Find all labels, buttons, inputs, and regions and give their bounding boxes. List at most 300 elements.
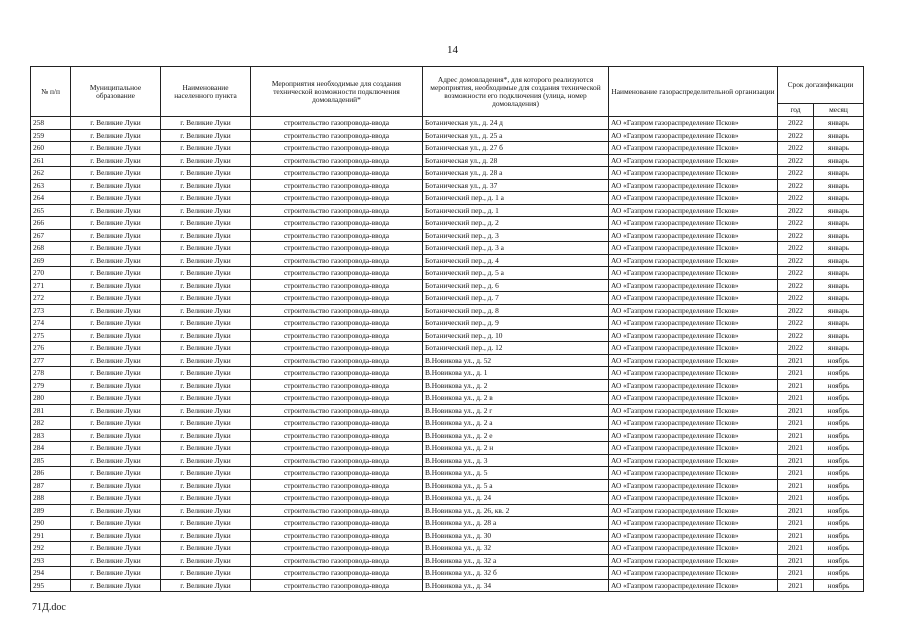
- activity-cell: строительство газопровода-ввода: [251, 479, 423, 492]
- municipality-cell: г. Великие Луки: [71, 229, 161, 242]
- col-header-year: год: [778, 104, 814, 117]
- municipality-cell: г. Великие Луки: [71, 192, 161, 205]
- table-row: [31, 142, 864, 155]
- activity-cell: строительство газопровода-ввода: [251, 304, 423, 317]
- year-cell: 2021: [778, 567, 814, 580]
- year-cell: 2022: [778, 129, 814, 142]
- municipality-cell: г. Великие Луки: [71, 279, 161, 292]
- table-row: [31, 554, 864, 567]
- table-row: [31, 329, 864, 342]
- year-cell: 2021: [778, 517, 814, 530]
- organization-cell: АО «Газпром газораспределение Псков»: [609, 117, 778, 130]
- table-row: [31, 129, 864, 142]
- activity-cell: строительство газопровода-ввода: [251, 292, 423, 305]
- row-number: 272: [31, 292, 71, 305]
- year-cell: 2021: [778, 529, 814, 542]
- row-number: 275: [31, 329, 71, 342]
- activity-cell: строительство газопровода-ввода: [251, 492, 423, 505]
- month-cell: ноябрь: [814, 479, 864, 492]
- activity-cell: строительство газопровода-ввода: [251, 267, 423, 280]
- month-cell: ноябрь: [814, 429, 864, 442]
- settlement-cell: г. Великие Луки: [161, 204, 251, 217]
- address-cell: В.Новикова ул., д. 3: [423, 454, 609, 467]
- row-number: 293: [31, 554, 71, 567]
- col-header-num: № п/п: [31, 67, 71, 117]
- address-cell: Ботанический пер., д. 3: [423, 229, 609, 242]
- settlement-cell: г. Великие Луки: [161, 329, 251, 342]
- municipality-cell: г. Великие Луки: [71, 317, 161, 330]
- year-cell: 2022: [778, 167, 814, 180]
- row-number: 259: [31, 129, 71, 142]
- year-cell: 2022: [778, 192, 814, 205]
- table-row: [31, 392, 864, 405]
- year-cell: 2021: [778, 579, 814, 592]
- table-row: [31, 279, 864, 292]
- activity-cell: строительство газопровода-ввода: [251, 517, 423, 530]
- table-row: [31, 154, 864, 167]
- table-row: [31, 117, 864, 130]
- settlement-cell: г. Великие Луки: [161, 154, 251, 167]
- table-row: [31, 342, 864, 355]
- organization-cell: АО «Газпром газораспределение Псков»: [609, 292, 778, 305]
- row-number: 281: [31, 404, 71, 417]
- organization-cell: АО «Газпром газораспределение Псков»: [609, 167, 778, 180]
- year-cell: 2022: [778, 229, 814, 242]
- month-cell: январь: [814, 242, 864, 255]
- settlement-cell: г. Великие Луки: [161, 179, 251, 192]
- row-number: 268: [31, 242, 71, 255]
- month-cell: ноябрь: [814, 554, 864, 567]
- address-cell: В.Новикова ул., д. 30: [423, 529, 609, 542]
- table-row: [31, 379, 864, 392]
- month-cell: ноябрь: [814, 517, 864, 530]
- organization-cell: АО «Газпром газораспределение Псков»: [609, 304, 778, 317]
- year-cell: 2022: [778, 179, 814, 192]
- month-cell: январь: [814, 279, 864, 292]
- row-number: 266: [31, 217, 71, 230]
- activity-cell: строительство газопровода-ввода: [251, 117, 423, 130]
- address-cell: Ботанический пер., д. 9: [423, 317, 609, 330]
- activity-cell: строительство газопровода-ввода: [251, 342, 423, 355]
- municipality-cell: г. Великие Луки: [71, 242, 161, 255]
- col-header-municipality: Муниципальное образование: [71, 67, 161, 117]
- year-cell: 2022: [778, 217, 814, 230]
- activity-cell: строительство газопровода-ввода: [251, 379, 423, 392]
- col-header-settlement: Наименование населенного пункта: [161, 67, 251, 117]
- row-number: 294: [31, 567, 71, 580]
- row-number: 280: [31, 392, 71, 405]
- address-cell: Ботаническая ул., д. 28: [423, 154, 609, 167]
- table-body: [31, 117, 864, 592]
- municipality-cell: г. Великие Луки: [71, 329, 161, 342]
- municipality-cell: г. Великие Луки: [71, 479, 161, 492]
- municipality-cell: г. Великие Луки: [71, 504, 161, 517]
- organization-cell: АО «Газпром газораспределение Псков»: [609, 492, 778, 505]
- month-cell: январь: [814, 229, 864, 242]
- organization-cell: АО «Газпром газораспределение Псков»: [609, 254, 778, 267]
- activity-cell: строительство газопровода-ввода: [251, 154, 423, 167]
- organization-cell: АО «Газпром газораспределение Псков»: [609, 454, 778, 467]
- table-row: [31, 404, 864, 417]
- row-number: 278: [31, 367, 71, 380]
- row-number: 273: [31, 304, 71, 317]
- table-row: [31, 354, 864, 367]
- year-cell: 2021: [778, 404, 814, 417]
- municipality-cell: г. Великие Луки: [71, 204, 161, 217]
- organization-cell: АО «Газпром газораспределение Псков»: [609, 442, 778, 455]
- month-cell: январь: [814, 154, 864, 167]
- month-cell: январь: [814, 329, 864, 342]
- organization-cell: АО «Газпром газораспределение Псков»: [609, 567, 778, 580]
- address-cell: Ботанический пер., д. 3 а: [423, 242, 609, 255]
- table-row: [31, 204, 864, 217]
- settlement-cell: г. Великие Луки: [161, 117, 251, 130]
- row-number: 258: [31, 117, 71, 130]
- month-cell: ноябрь: [814, 392, 864, 405]
- col-header-deadline: Срок догазификации: [778, 67, 864, 104]
- municipality-cell: г. Великие Луки: [71, 467, 161, 480]
- row-number: 269: [31, 254, 71, 267]
- organization-cell: АО «Газпром газораспределение Псков»: [609, 154, 778, 167]
- table-row: [31, 304, 864, 317]
- month-cell: ноябрь: [814, 529, 864, 542]
- address-cell: В.Новикова ул., д. 5 а: [423, 479, 609, 492]
- activity-cell: строительство газопровода-ввода: [251, 429, 423, 442]
- settlement-cell: г. Великие Луки: [161, 567, 251, 580]
- settlement-cell: г. Великие Луки: [161, 467, 251, 480]
- municipality-cell: г. Великие Луки: [71, 129, 161, 142]
- row-number: 283: [31, 429, 71, 442]
- settlement-cell: г. Великие Луки: [161, 529, 251, 542]
- row-number: 277: [31, 354, 71, 367]
- table-row: [31, 567, 864, 580]
- address-cell: В.Новикова ул., д. 2 н: [423, 442, 609, 455]
- row-number: 271: [31, 279, 71, 292]
- organization-cell: АО «Газпром газораспределение Псков»: [609, 229, 778, 242]
- settlement-cell: г. Великие Луки: [161, 129, 251, 142]
- month-cell: ноябрь: [814, 504, 864, 517]
- settlement-cell: г. Великие Луки: [161, 254, 251, 267]
- address-cell: В.Новикова ул., д. 32: [423, 542, 609, 555]
- month-cell: ноябрь: [814, 579, 864, 592]
- address-cell: Ботаническая ул., д. 28 а: [423, 167, 609, 180]
- settlement-cell: г. Великие Луки: [161, 167, 251, 180]
- table-row: [31, 242, 864, 255]
- address-cell: В.Новикова ул., д. 32 а: [423, 554, 609, 567]
- address-cell: В.Новикова ул., д. 2 е: [423, 429, 609, 442]
- year-cell: 2021: [778, 542, 814, 555]
- activity-cell: строительство газопровода-ввода: [251, 254, 423, 267]
- organization-cell: АО «Газпром газораспределение Псков»: [609, 417, 778, 430]
- settlement-cell: г. Великие Луки: [161, 392, 251, 405]
- activity-cell: строительство газопровода-ввода: [251, 242, 423, 255]
- activity-cell: строительство газопровода-ввода: [251, 217, 423, 230]
- settlement-cell: г. Великие Луки: [161, 404, 251, 417]
- year-cell: 2021: [778, 442, 814, 455]
- table-row: [31, 442, 864, 455]
- organization-cell: АО «Газпром газораспределение Псков»: [609, 267, 778, 280]
- year-cell: 2022: [778, 279, 814, 292]
- settlement-cell: г. Великие Луки: [161, 279, 251, 292]
- municipality-cell: г. Великие Луки: [71, 267, 161, 280]
- activity-cell: строительство газопровода-ввода: [251, 442, 423, 455]
- col-header-address: Адрес домовладения*, для которого реализуются мероприятия, необходимые для создания технической возможности его подключения (улица, номер домовладения): [423, 67, 609, 117]
- gasification-table: [30, 66, 864, 592]
- organization-cell: АО «Газпром газораспределение Псков»: [609, 529, 778, 542]
- settlement-cell: г. Великие Луки: [161, 492, 251, 505]
- activity-cell: строительство газопровода-ввода: [251, 567, 423, 580]
- activity-cell: строительство газопровода-ввода: [251, 367, 423, 380]
- municipality-cell: г. Великие Луки: [71, 179, 161, 192]
- settlement-cell: г. Великие Луки: [161, 317, 251, 330]
- address-cell: Ботанический пер., д. 8: [423, 304, 609, 317]
- organization-cell: АО «Газпром газораспределение Псков»: [609, 429, 778, 442]
- row-number: 261: [31, 154, 71, 167]
- month-cell: январь: [814, 217, 864, 230]
- activity-cell: строительство газопровода-ввода: [251, 354, 423, 367]
- municipality-cell: г. Великие Луки: [71, 429, 161, 442]
- month-cell: январь: [814, 142, 864, 155]
- table-row: [31, 417, 864, 430]
- settlement-cell: г. Великие Луки: [161, 554, 251, 567]
- month-cell: январь: [814, 267, 864, 280]
- municipality-cell: г. Великие Луки: [71, 567, 161, 580]
- table-row: [31, 367, 864, 380]
- municipality-cell: г. Великие Луки: [71, 554, 161, 567]
- address-cell: В.Новикова ул., д. 32 б: [423, 567, 609, 580]
- address-cell: В.Новикова ул., д. 1: [423, 367, 609, 380]
- settlement-cell: г. Великие Луки: [161, 354, 251, 367]
- activity-cell: строительство газопровода-ввода: [251, 129, 423, 142]
- settlement-cell: г. Великие Луки: [161, 217, 251, 230]
- row-number: 274: [31, 317, 71, 330]
- settlement-cell: г. Великие Луки: [161, 304, 251, 317]
- row-number: 289: [31, 504, 71, 517]
- organization-cell: АО «Газпром газораспределение Псков»: [609, 142, 778, 155]
- settlement-cell: г. Великие Луки: [161, 379, 251, 392]
- settlement-cell: г. Великие Луки: [161, 267, 251, 280]
- organization-cell: АО «Газпром газораспределение Псков»: [609, 379, 778, 392]
- year-cell: 2021: [778, 417, 814, 430]
- year-cell: 2021: [778, 554, 814, 567]
- settlement-cell: г. Великие Луки: [161, 142, 251, 155]
- address-cell: В.Новикова ул., д. 24: [423, 492, 609, 505]
- year-cell: 2022: [778, 329, 814, 342]
- year-cell: 2021: [778, 354, 814, 367]
- row-number: 286: [31, 467, 71, 480]
- activity-cell: строительство газопровода-ввода: [251, 179, 423, 192]
- month-cell: ноябрь: [814, 567, 864, 580]
- municipality-cell: г. Великие Луки: [71, 529, 161, 542]
- month-cell: ноябрь: [814, 379, 864, 392]
- table-row: [31, 504, 864, 517]
- row-number: 287: [31, 479, 71, 492]
- row-number: 290: [31, 517, 71, 530]
- year-cell: 2022: [778, 342, 814, 355]
- address-cell: В.Новикова ул., д. 2: [423, 379, 609, 392]
- month-cell: январь: [814, 117, 864, 130]
- municipality-cell: г. Великие Луки: [71, 579, 161, 592]
- organization-cell: АО «Газпром газораспределение Псков»: [609, 542, 778, 555]
- organization-cell: АО «Газпром газораспределение Псков»: [609, 204, 778, 217]
- month-cell: ноябрь: [814, 492, 864, 505]
- activity-cell: строительство газопровода-ввода: [251, 504, 423, 517]
- table-row: [31, 254, 864, 267]
- year-cell: 2022: [778, 267, 814, 280]
- row-number: 263: [31, 179, 71, 192]
- settlement-cell: г. Великие Луки: [161, 517, 251, 530]
- table-row: [31, 529, 864, 542]
- year-cell: 2021: [778, 367, 814, 380]
- organization-cell: АО «Газпром газораспределение Псков»: [609, 504, 778, 517]
- year-cell: 2022: [778, 254, 814, 267]
- municipality-cell: г. Великие Луки: [71, 304, 161, 317]
- month-cell: январь: [814, 317, 864, 330]
- year-cell: 2021: [778, 492, 814, 505]
- month-cell: январь: [814, 342, 864, 355]
- municipality-cell: г. Великие Луки: [71, 379, 161, 392]
- address-cell: Ботанический пер., д. 4: [423, 254, 609, 267]
- activity-cell: строительство газопровода-ввода: [251, 329, 423, 342]
- row-number: 279: [31, 379, 71, 392]
- settlement-cell: г. Великие Луки: [161, 229, 251, 242]
- month-cell: ноябрь: [814, 454, 864, 467]
- row-number: 295: [31, 579, 71, 592]
- row-number: 285: [31, 454, 71, 467]
- address-cell: В.Новикова ул., д. 2 а: [423, 417, 609, 430]
- table-row: [31, 317, 864, 330]
- year-cell: 2021: [778, 379, 814, 392]
- municipality-cell: г. Великие Луки: [71, 254, 161, 267]
- table-row: [31, 517, 864, 530]
- settlement-cell: г. Великие Луки: [161, 479, 251, 492]
- activity-cell: строительство газопровода-ввода: [251, 204, 423, 217]
- settlement-cell: г. Великие Луки: [161, 342, 251, 355]
- row-number: 264: [31, 192, 71, 205]
- address-cell: Ботанический пер., д. 12: [423, 342, 609, 355]
- year-cell: 2022: [778, 292, 814, 305]
- organization-cell: АО «Газпром газораспределение Псков»: [609, 354, 778, 367]
- municipality-cell: г. Великие Луки: [71, 217, 161, 230]
- address-cell: Ботанический пер., д. 10: [423, 329, 609, 342]
- organization-cell: АО «Газпром газораспределение Псков»: [609, 279, 778, 292]
- month-cell: январь: [814, 192, 864, 205]
- year-cell: 2022: [778, 317, 814, 330]
- month-cell: ноябрь: [814, 367, 864, 380]
- settlement-cell: г. Великие Луки: [161, 429, 251, 442]
- municipality-cell: г. Великие Луки: [71, 367, 161, 380]
- activity-cell: строительство газопровода-ввода: [251, 542, 423, 555]
- year-cell: 2022: [778, 117, 814, 130]
- organization-cell: АО «Газпром газораспределение Псков»: [609, 329, 778, 342]
- table-row: [31, 579, 864, 592]
- month-cell: январь: [814, 167, 864, 180]
- col-header-activity: Мероприятия необходимые для создания технической возможности подключения домовладений*: [251, 67, 423, 117]
- address-cell: Ботанический пер., д. 1: [423, 204, 609, 217]
- organization-cell: АО «Газпром газораспределение Псков»: [609, 579, 778, 592]
- settlement-cell: г. Великие Луки: [161, 292, 251, 305]
- row-number: 292: [31, 542, 71, 555]
- municipality-cell: г. Великие Луки: [71, 517, 161, 530]
- address-cell: В.Новикова ул., д. 52: [423, 354, 609, 367]
- organization-cell: АО «Газпром газораспределение Псков»: [609, 479, 778, 492]
- month-cell: январь: [814, 179, 864, 192]
- address-cell: В.Новикова ул., д. 2 г: [423, 404, 609, 417]
- month-cell: ноябрь: [814, 404, 864, 417]
- table-row: [31, 167, 864, 180]
- year-cell: 2021: [778, 479, 814, 492]
- table-row: [31, 467, 864, 480]
- settlement-cell: г. Великие Луки: [161, 417, 251, 430]
- address-cell: Ботаническая ул., д. 24 д: [423, 117, 609, 130]
- settlement-cell: г. Великие Луки: [161, 542, 251, 555]
- row-number: 262: [31, 167, 71, 180]
- municipality-cell: г. Великие Луки: [71, 167, 161, 180]
- activity-cell: строительство газопровода-ввода: [251, 404, 423, 417]
- table-row: [31, 217, 864, 230]
- municipality-cell: г. Великие Луки: [71, 392, 161, 405]
- activity-cell: строительство газопровода-ввода: [251, 142, 423, 155]
- organization-cell: АО «Газпром газораспределение Псков»: [609, 404, 778, 417]
- activity-cell: строительство газопровода-ввода: [251, 192, 423, 205]
- month-cell: ноябрь: [814, 542, 864, 555]
- municipality-cell: г. Великие Луки: [71, 492, 161, 505]
- table-row: [31, 292, 864, 305]
- settlement-cell: г. Великие Луки: [161, 579, 251, 592]
- address-cell: Ботанический пер., д. 6: [423, 279, 609, 292]
- year-cell: 2021: [778, 429, 814, 442]
- year-cell: 2021: [778, 467, 814, 480]
- table-row: [31, 192, 864, 205]
- month-cell: ноябрь: [814, 417, 864, 430]
- year-cell: 2021: [778, 454, 814, 467]
- table-row: [31, 429, 864, 442]
- row-number: 270: [31, 267, 71, 280]
- settlement-cell: г. Великие Луки: [161, 242, 251, 255]
- table-row: [31, 479, 864, 492]
- municipality-cell: г. Великие Луки: [71, 292, 161, 305]
- organization-cell: АО «Газпром газораспределение Псков»: [609, 179, 778, 192]
- row-number: 282: [31, 417, 71, 430]
- municipality-cell: г. Великие Луки: [71, 142, 161, 155]
- table-row: [31, 229, 864, 242]
- municipality-cell: г. Великие Луки: [71, 154, 161, 167]
- address-cell: В.Новикова ул., д. 34: [423, 579, 609, 592]
- table-row: [31, 179, 864, 192]
- month-cell: ноябрь: [814, 354, 864, 367]
- year-cell: 2021: [778, 392, 814, 405]
- year-cell: 2022: [778, 154, 814, 167]
- organization-cell: АО «Газпром газораспределение Псков»: [609, 217, 778, 230]
- settlement-cell: г. Великие Луки: [161, 192, 251, 205]
- municipality-cell: г. Великие Луки: [71, 442, 161, 455]
- month-cell: январь: [814, 204, 864, 217]
- year-cell: 2022: [778, 204, 814, 217]
- month-cell: январь: [814, 292, 864, 305]
- activity-cell: строительство газопровода-ввода: [251, 229, 423, 242]
- municipality-cell: г. Великие Луки: [71, 117, 161, 130]
- municipality-cell: г. Великие Луки: [71, 354, 161, 367]
- year-cell: 2022: [778, 142, 814, 155]
- municipality-cell: г. Великие Луки: [71, 542, 161, 555]
- organization-cell: АО «Газпром газораспределение Псков»: [609, 517, 778, 530]
- activity-cell: строительство газопровода-ввода: [251, 317, 423, 330]
- row-number: 267: [31, 229, 71, 242]
- activity-cell: строительство газопровода-ввода: [251, 529, 423, 542]
- municipality-cell: г. Великие Луки: [71, 454, 161, 467]
- address-cell: Ботанический пер., д. 7: [423, 292, 609, 305]
- table-row: [31, 454, 864, 467]
